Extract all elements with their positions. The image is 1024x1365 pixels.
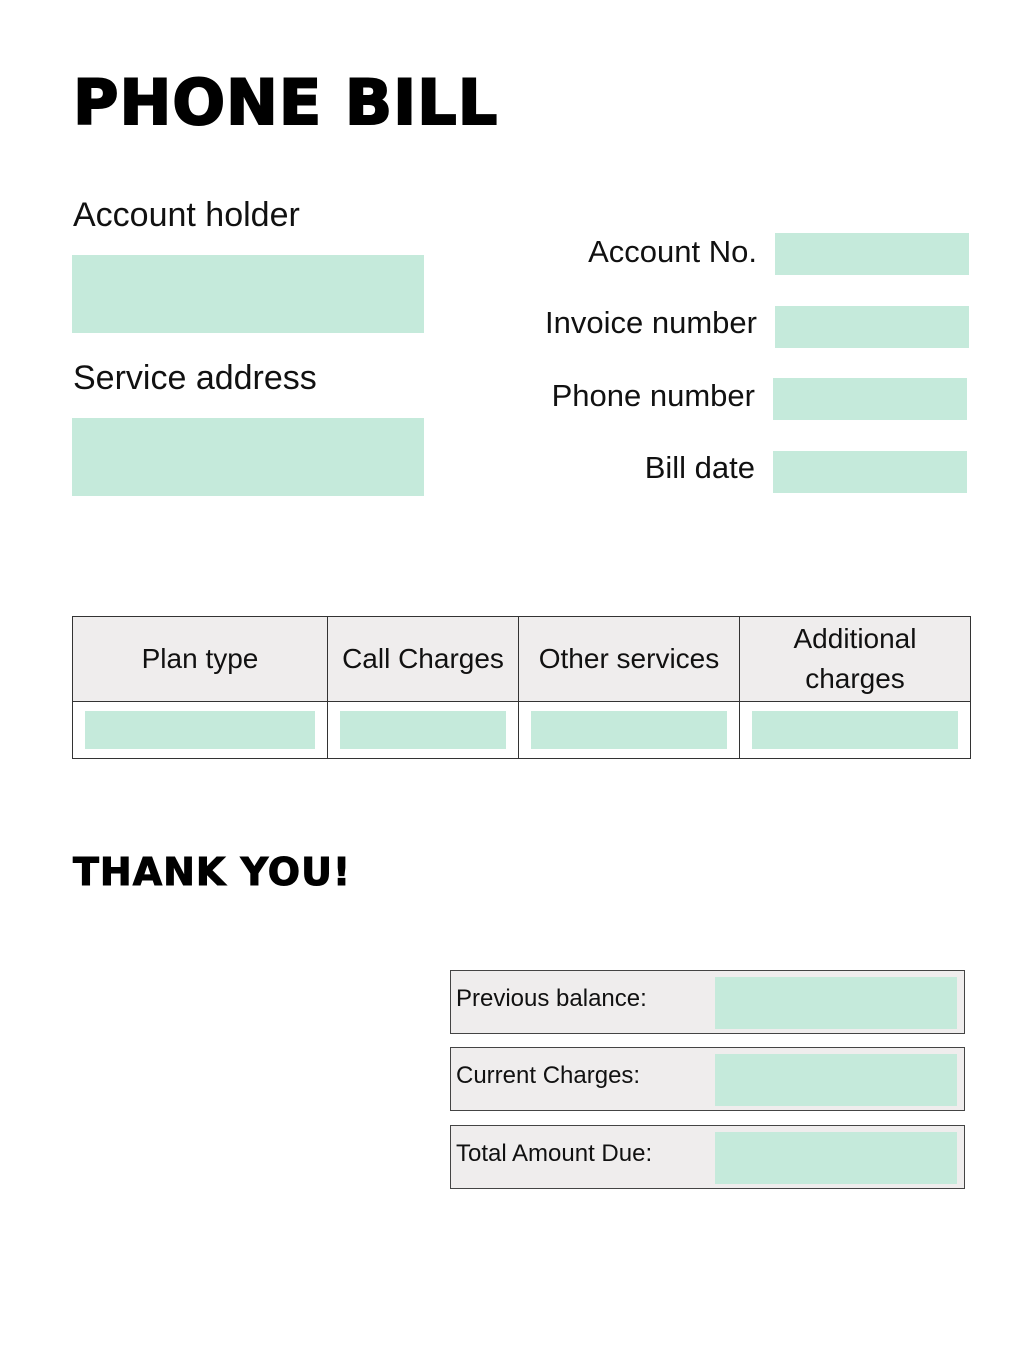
previous-balance-field[interactable] [715, 977, 957, 1029]
previous-balance-label: Previous balance: [456, 985, 647, 1012]
additional-charges-header: Additional charges [740, 617, 971, 702]
other-services-field[interactable] [531, 711, 727, 749]
invoice-number-label: Invoice number [545, 305, 757, 340]
service-address-label: Service address [73, 359, 317, 397]
account-holder-field[interactable] [72, 255, 424, 333]
bill-date-field[interactable] [773, 451, 967, 493]
thank-you-heading: THANK YOU! [73, 850, 352, 894]
plan-type-field[interactable] [85, 711, 315, 749]
call-charges-header: Call Charges [328, 617, 519, 702]
call-charges-field[interactable] [340, 711, 506, 749]
account-holder-label: Account holder [73, 196, 300, 234]
charges-table [72, 616, 971, 759]
account-no-label: Account No. [588, 234, 757, 269]
additional-charges-field[interactable] [752, 711, 958, 749]
bill-date-label: Bill date [644, 450, 755, 485]
table-row [73, 702, 971, 759]
page-title: PHONE BILL [73, 66, 499, 139]
invoice-number-field[interactable] [775, 306, 969, 348]
other-services-header: Other services [519, 617, 740, 702]
current-charges-row [450, 1047, 965, 1111]
total-amount-due-field[interactable] [715, 1132, 957, 1184]
current-charges-label: Current Charges: [456, 1062, 641, 1089]
phone-number-label: Phone number [551, 378, 755, 413]
service-address-field[interactable] [72, 418, 424, 496]
phone-number-field[interactable] [773, 378, 967, 420]
total-amount-due-label: Total Amount Due: [456, 1140, 653, 1167]
plan-type-header: Plan type [73, 617, 328, 702]
current-charges-field[interactable] [715, 1054, 957, 1106]
account-no-field[interactable] [775, 233, 969, 275]
previous-balance-row [450, 970, 965, 1034]
total-amount-due-row [450, 1125, 965, 1189]
